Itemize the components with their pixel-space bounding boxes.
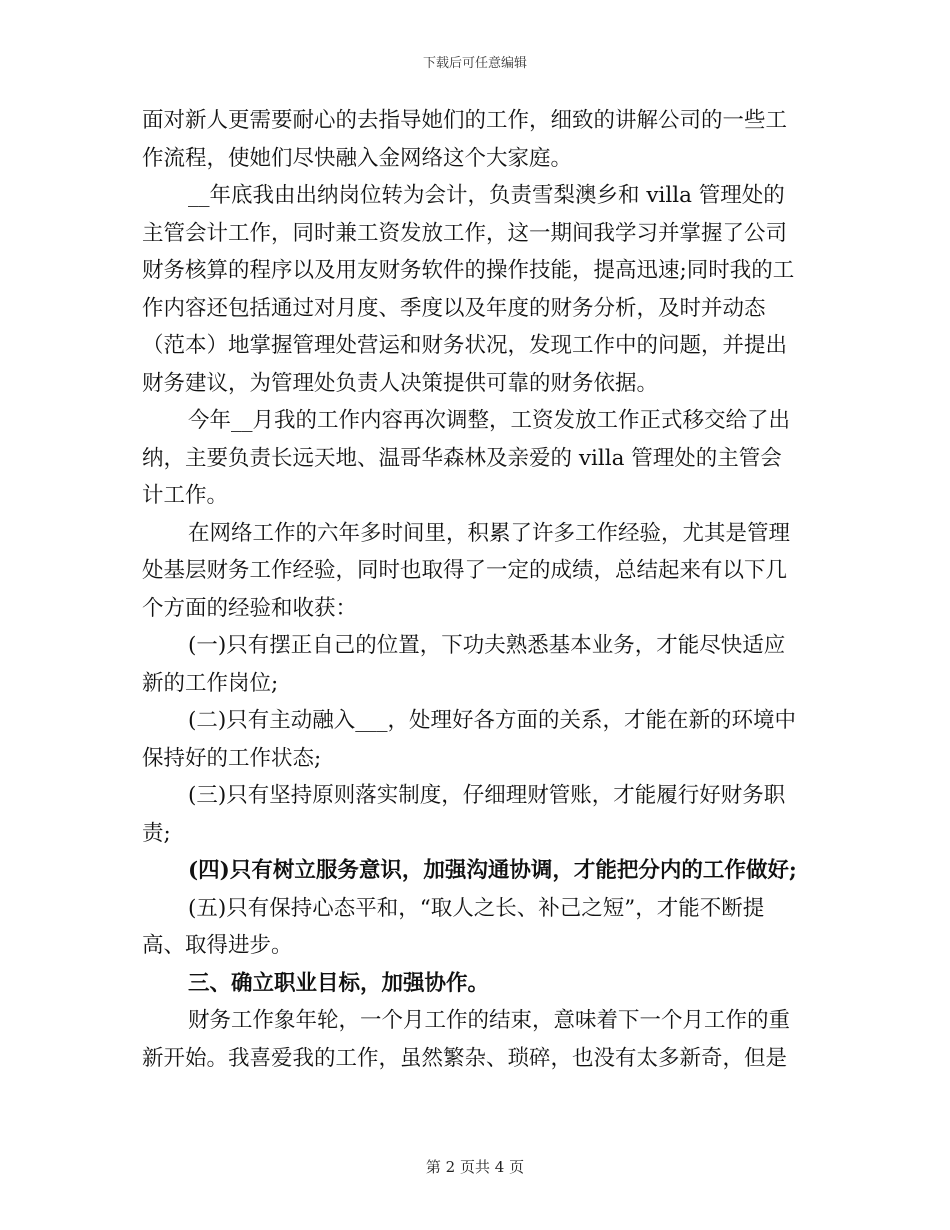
text-line: （范本）地掌握管理处营运和财务状况，发现工作中的问题，并提出 xyxy=(142,333,788,358)
text-line: 个方面的经验和收获： xyxy=(142,595,358,621)
text-line: (三)只有坚持原则落实制度，仔细理财管账，才能履行好财务职 xyxy=(188,783,786,808)
text-line: 主管会计工作，同时兼工资发放工作，这一期间我学习并掌握了公司 xyxy=(142,220,788,246)
page-footer: 第 2 页共 4 页 xyxy=(425,1158,525,1176)
text-line: 作流程，使她们尽快融入金网络这个大家庭。 xyxy=(142,145,573,171)
text-line: 新的工作岗位; xyxy=(142,670,279,696)
text-line: 高、取得进步。 xyxy=(142,933,293,958)
text-line: (二)只有主动融入___，处理好各方面的关系，才能在新的环境中 xyxy=(188,708,797,733)
text-line: 责; xyxy=(142,820,171,846)
text-line: 今年__月我的工作内容再次调整，工资发放工作正式移交给了出 xyxy=(188,408,791,433)
text-line: (一)只有摆正自己的位置，下功夫熟悉基本业务，才能尽快适应 xyxy=(188,633,786,658)
text-line: 作内容还包括通过对月度、季度以及年度的财务分析，及时并动态 xyxy=(142,295,766,321)
section-heading: 三、确立职业目标，加强协作。 xyxy=(188,970,490,996)
text-line: 处基层财务工作经验，同时也取得了一定的成绩，总结起来有以下几 xyxy=(142,558,788,583)
text-line: 在网络工作的六年多时间里，积累了许多工作经验，尤其是管理 xyxy=(188,520,791,546)
text-line: 财务核算的程序以及用友财务软件的操作技能，提高迅速;同时我的工 xyxy=(142,258,795,283)
page-header: 下载后可任意编辑 xyxy=(422,56,527,71)
text-line: (五)只有保持心态平和，“取人之长、补己之短”，才能不断提 xyxy=(188,895,765,921)
text-line: 保持好的工作状态; xyxy=(142,745,322,771)
text-line-bold: (四)只有树立服务意识，加强沟通协调，才能把分内的工作做好; xyxy=(188,858,797,883)
text-line: 计工作。 xyxy=(142,483,229,508)
text-line: 财务建议，为管理处负责人决策提供可靠的财务依据。 xyxy=(142,370,659,396)
text-line: 财务工作象年轮，一个月工作的结束，意味着下一个月工作的重 xyxy=(188,1008,791,1033)
text-line: 新开始。我喜爱我的工作，虽然繁杂、琐碎，也没有太多新奇，但是 xyxy=(142,1045,788,1071)
text-line: 纳，主要负责长远天地、温哥华森林及亲爱的 villa 管理处的主管会 xyxy=(142,445,782,471)
body-text xyxy=(142,102,810,1077)
text-line: __年底我由出纳岗位转为会计，负责雪梨澳乡和 villa 管理处的 xyxy=(188,183,785,208)
text-line: 面对新人更需要耐心的去指导她们的工作，细致的讲解公司的一些工 xyxy=(142,108,788,133)
